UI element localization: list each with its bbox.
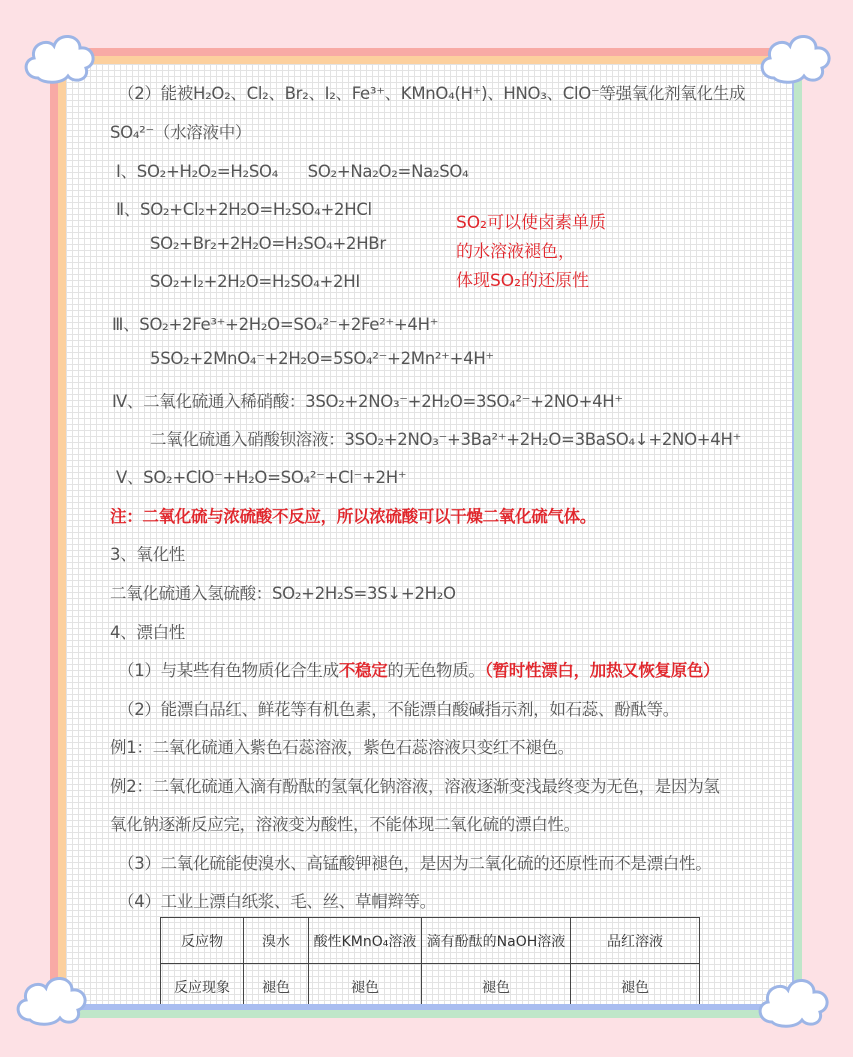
text-line: （2）能被H₂O₂、Cl₂、Br₂、I₂、Fe³⁺、KMnO₄(H⁺)、HNO₃、ClO⁻等强氧化剂氧化生成 — [118, 84, 746, 103]
note-line: 注：二氧化硫与浓硫酸不反应，所以浓硫酸可以干燥二氧化硫气体。 — [110, 507, 597, 526]
text: （1）与某些有色物质化合生成 — [118, 661, 339, 680]
equation: 二氧化硫通入硝酸钡溶液：3SO₂+2NO₃⁻+3Ba²⁺+2H₂O=3BaSO₄↓+2NO+4H⁺ — [150, 430, 742, 449]
highlight: （暂时性漂白，加热又恢复原色） — [484, 661, 720, 680]
section-heading: 3、氧化性 — [110, 545, 185, 564]
reaction-table — [160, 917, 700, 1004]
table-cell: 酸性KMnO₄溶液 — [309, 918, 422, 964]
table-cell: 溴水 — [244, 918, 309, 964]
grid-paper — [66, 64, 792, 1004]
cloud-icon — [754, 972, 834, 1028]
note-line: SO₂可以使卤素单质 — [456, 213, 606, 233]
side-note — [456, 209, 606, 296]
highlight: 不稳定 — [338, 661, 388, 680]
text-line: （2）能漂白品红、鲜花等有机色素，不能漂白酸碱指示剂，如石蕊、酚酞等。 — [118, 700, 679, 719]
section-heading: 4、漂白性 — [110, 623, 185, 642]
table-cell: 褪色 — [422, 964, 571, 1005]
text-line: （4）工业上漂白纸浆、毛、丝、草帽辫等。 — [118, 892, 436, 911]
table-cell: 褪色 — [309, 964, 422, 1005]
bleach-line — [118, 657, 719, 681]
table-row — [161, 964, 700, 1005]
text-line: SO₄²⁻（水溶液中） — [110, 123, 252, 142]
equation: Ⅲ、SO₂+2Fe³⁺+2H₂O=SO₄²⁻+2Fe²⁺+4H⁺ — [112, 315, 439, 334]
note-line: 体现SO₂的还原性 — [456, 271, 589, 291]
equation: SO₂+Br₂+2H₂O=H₂SO₄+2HBr — [150, 234, 386, 253]
text-line: （3）二氧化硫能使溴水、高锰酸钾褪色，是因为二氧化硫的还原性而不是漂白性。 — [118, 854, 712, 873]
cloud-icon — [12, 970, 92, 1026]
equation: Ⅳ、二氧化硫通入稀硝酸：3SO₂+2NO₃⁻+2H₂O=3SO₄²⁻+2NO+4H⁺ — [112, 392, 623, 411]
text-line: 例1：二氧化硫通入紫色石蕊溶液，紫色石蕊溶液只变红不褪色。 — [110, 738, 574, 757]
cloud-icon — [756, 28, 836, 84]
table-cell: 褪色 — [244, 964, 309, 1005]
equation: Ⅴ、SO₂+ClO⁻+H₂O=SO₄²⁻+Cl⁻+2H⁺ — [116, 468, 407, 487]
table-cell: 反应现象 — [161, 964, 244, 1005]
table-cell: 品红溶液 — [571, 918, 700, 964]
equation: 5SO₂+2MnO₄⁻+2H₂O=5SO₄²⁻+2Mn²⁺+4H⁺ — [150, 349, 494, 368]
text: 的无色物质。 — [387, 661, 485, 680]
table-cell: 滴有酚酞的NaOH溶液 — [422, 918, 571, 964]
text-line: 氧化钠逐渐反应完，溶液变为酸性，不能体现二氧化硫的漂白性。 — [110, 815, 580, 834]
equation: Ⅰ、SO₂+H₂O₂=H₂SO₄ SO₂+Na₂O₂=Na₂SO₄ — [116, 162, 469, 181]
table-row — [161, 918, 700, 964]
cloud-icon — [20, 28, 100, 84]
table-cell: 褪色 — [571, 964, 700, 1005]
table-cell: 反应物 — [161, 918, 244, 964]
equation: SO₂+I₂+2H₂O=H₂SO₄+2HI — [150, 272, 360, 291]
equation: Ⅱ、SO₂+Cl₂+2H₂O=H₂SO₄+2HCl — [116, 200, 372, 219]
equation: 二氧化硫通入氢硫酸：SO₂+2H₂S=3S↓+2H₂O — [110, 584, 456, 603]
note-line: 的水溶液褪色， — [456, 242, 575, 262]
text-line: 例2：二氧化硫通入滴有酚酞的氢氧化钠溶液，溶液逐渐变浅最终变为无色，是因为氢 — [110, 777, 720, 796]
